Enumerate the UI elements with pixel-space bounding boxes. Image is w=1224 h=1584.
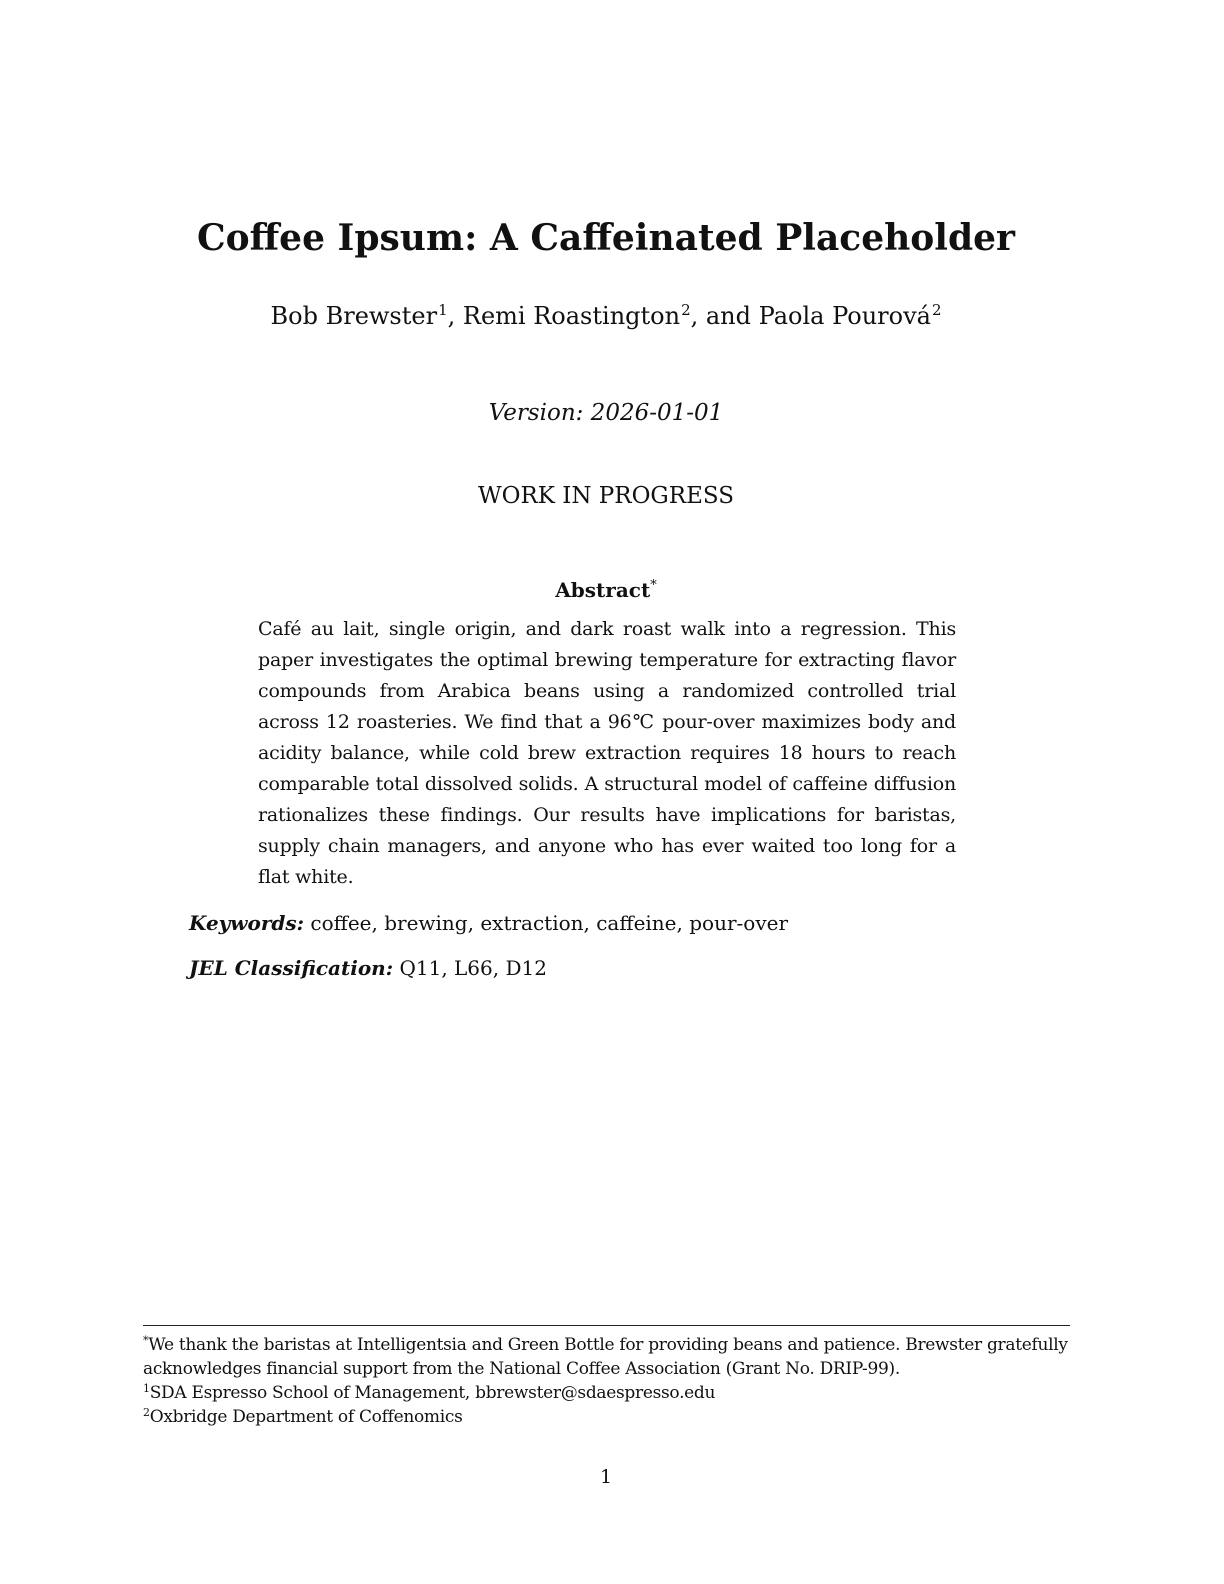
footnote-mark: *	[143, 1334, 149, 1347]
version-date: Version: 2026-01-01	[488, 400, 724, 426]
jel-label: JEL Classification:	[189, 956, 394, 980]
footnote-mark: 1	[143, 1382, 150, 1395]
status-label: WORK IN PROGRESS	[477, 483, 735, 509]
jel-value: Q11, L66, D12	[399, 956, 547, 980]
affiliation-mark: 1	[438, 301, 448, 319]
author-name: Bob Brewster	[270, 302, 438, 330]
footnote-affiliation-2	[143, 1405, 1073, 1429]
footnote-divider	[143, 1325, 1070, 1326]
author-separator: , and	[690, 302, 759, 330]
keywords-value: coffee, brewing, extraction, caffeine, pour-over	[310, 911, 789, 935]
abstract-body: Café au lait, single origin, and dark roast walk into a regression. This paper investigates the optimal brewing temperature for extracting flavor compounds from Arabica beans using a randomized controlled trial across 12 roasteries. We find that a 96℃ pour-over maximizes body and acidity balance, while cold brew extraction requires 18 hours to reach comparable total dissolved solids. A structural model of caffeine diffusion rationalizes these findings. Our results have implications for baristas, supply chain managers, and anyone who has ever waited too long for a flat white.	[258, 618, 956, 888]
footnote-text: We thank the baristas at Intelligentsia and Green Bottle for providing beans and patience. Brewster gratefully acknowledges financial support from the National Coffee Association (Grant No. DRIP-99).	[143, 1335, 1068, 1379]
author-name: Remi Roastington	[462, 302, 681, 330]
footnotes	[143, 1333, 1073, 1429]
affiliation-mark: 2	[681, 301, 691, 319]
page-number: 1	[599, 1466, 613, 1488]
author-separator: ,	[447, 302, 463, 330]
affiliation-mark: 2	[931, 301, 942, 319]
footnote-affiliation-1	[143, 1381, 1073, 1405]
footnote-mark: 2	[143, 1406, 150, 1419]
author-name: Paola Pourová	[758, 302, 931, 330]
footnote-mark: *	[650, 578, 657, 593]
footnote-text: SDA Espresso School of Management, bbrewster@sdaespresso.edu	[149, 1383, 716, 1403]
jel-classification-line	[189, 953, 547, 983]
footnote-text: Oxbridge Department of Coffenomics	[149, 1407, 463, 1427]
footnote-acknowledgement	[143, 1333, 1073, 1381]
keywords-line	[189, 908, 788, 938]
author-list	[0, 298, 1212, 334]
keywords-label: Keywords:	[189, 911, 305, 935]
abstract-heading-text: Abstract	[555, 578, 651, 602]
abstract-heading	[0, 575, 1212, 605]
paper-title: Coffee Ipsum: A Caffeinated Placeholder	[196, 217, 1016, 260]
